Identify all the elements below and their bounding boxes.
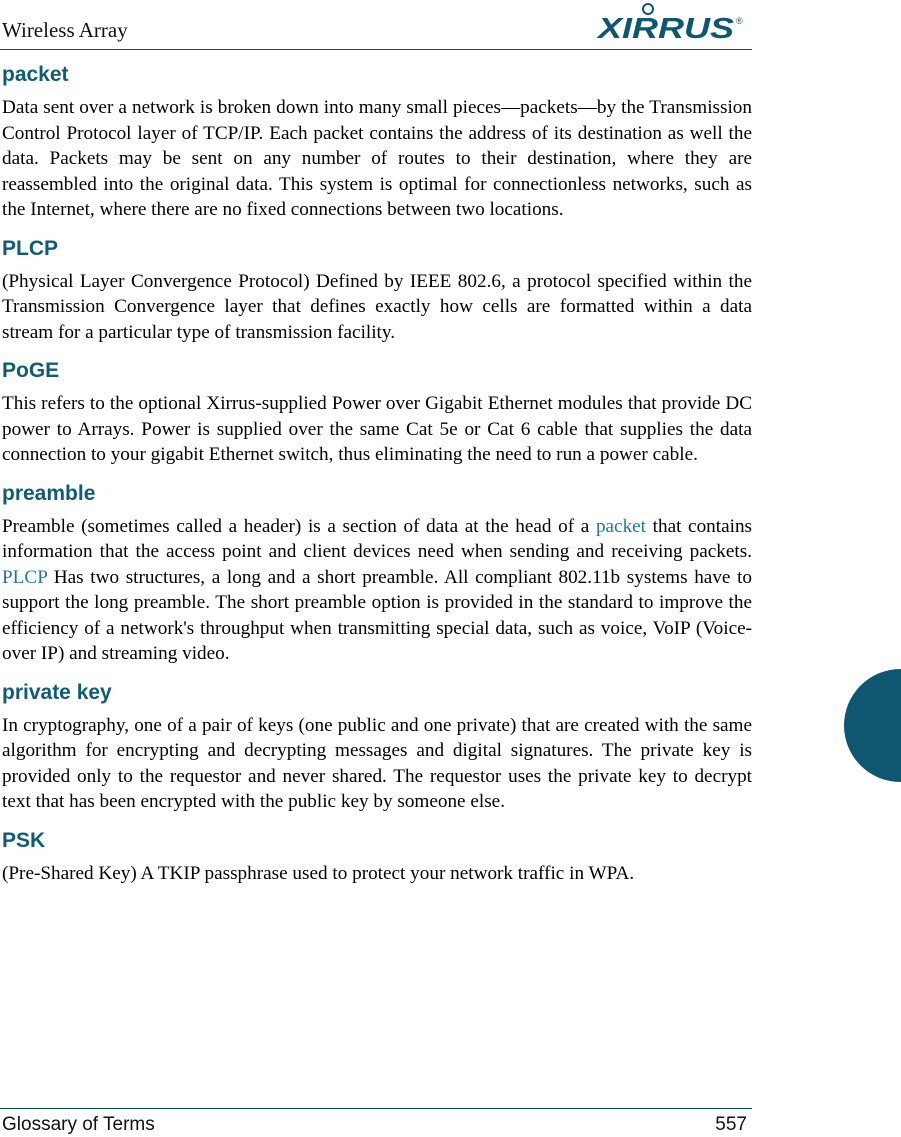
term-definition: In cryptography, one of a pair of keys (one public and one private) that are created with the same algorithm for encrypting and decrypting messages and digital signatures. The private key is provided only to the requestor and never shared. The requestor uses the private key to decrypt text that has been encrypted with the public key by someone else. <box>2 714 752 812</box>
term-definition <box>2 514 752 667</box>
definition-text: Preamble (sometimes called a header) is a section of data at the head of a <box>2 515 596 537</box>
chapter-thumb-tab <box>844 669 901 782</box>
footer-section-title: Glossary of Terms <box>2 1114 155 1135</box>
term-heading: preamble <box>2 481 96 505</box>
term-heading: PLCP <box>2 236 59 260</box>
glossary-entry-poge <box>2 358 752 468</box>
glossary-entry-packet <box>2 62 752 223</box>
glossary-entry-preamble <box>2 481 752 667</box>
term-heading: packet <box>2 63 69 86</box>
glossary-content <box>2 62 752 899</box>
term-definition: This refers to the optional Xirrus-supplied Power over Gigabit Ethernet modules that provide DC power to Arrays. Power is supplied over the same Cat 5e or Cat 6 cable that supplies the data connection to your gigabit Ethernet switch, thus eliminating the need to run a power cable. <box>2 393 752 465</box>
term-definition: Data sent over a network is broken down into many small pieces—packets—by the Transmission Control Protocol layer of TCP/IP. Each packet contains the address of its destination as well the data. Packets may be sent on any number of routes to their destination, where they are reassembled into the original data. This system is optimal for connectionless networks, such as the Internet, where there are no fixed connections between two locations. <box>2 97 752 220</box>
xirrus-logo <box>596 2 746 42</box>
glossary-entry-private-key <box>2 680 752 815</box>
link-plcp[interactable]: PLCP <box>2 566 48 588</box>
logo-registered-mark: ® <box>736 16 743 26</box>
logo-text: XIRRUS <box>596 13 735 42</box>
running-header-title: Wireless Array <box>2 18 128 42</box>
definition-text: that contains information that the access point and client devices need when sending and receiving packets. <box>2 515 753 562</box>
definition-text: Has two structures, a long and a short preamble. All compliant 802.11b systems have to support the long preamble. The short preamble option is provided in the standard to improve the efficiency of a network's throughput when transmitting special data, such as voice, VoIP (Voice-over IP) and streaming video. <box>2 566 752 664</box>
header-divider <box>0 49 752 50</box>
term-definition: (Pre-Shared Key) A TKIP passphrase used to protect your network traffic in WPA. <box>2 862 635 884</box>
footer-page-number: 557 <box>715 1114 747 1135</box>
footer-divider <box>0 1108 752 1109</box>
glossary-entry-plcp <box>2 236 752 346</box>
link-packet[interactable]: packet <box>595 515 647 537</box>
term-heading: PSK <box>2 828 46 852</box>
term-definition: (Physical Layer Convergence Protocol) Defined by IEEE 802.6, a protocol specified within the Transmission Convergence layer that defines exactly how cells are formatted within a data stream for a particular type of transmission facility. <box>2 270 752 343</box>
term-heading: private key <box>2 680 112 704</box>
term-heading: PoGE <box>2 359 60 382</box>
glossary-entry-psk <box>2 828 752 887</box>
